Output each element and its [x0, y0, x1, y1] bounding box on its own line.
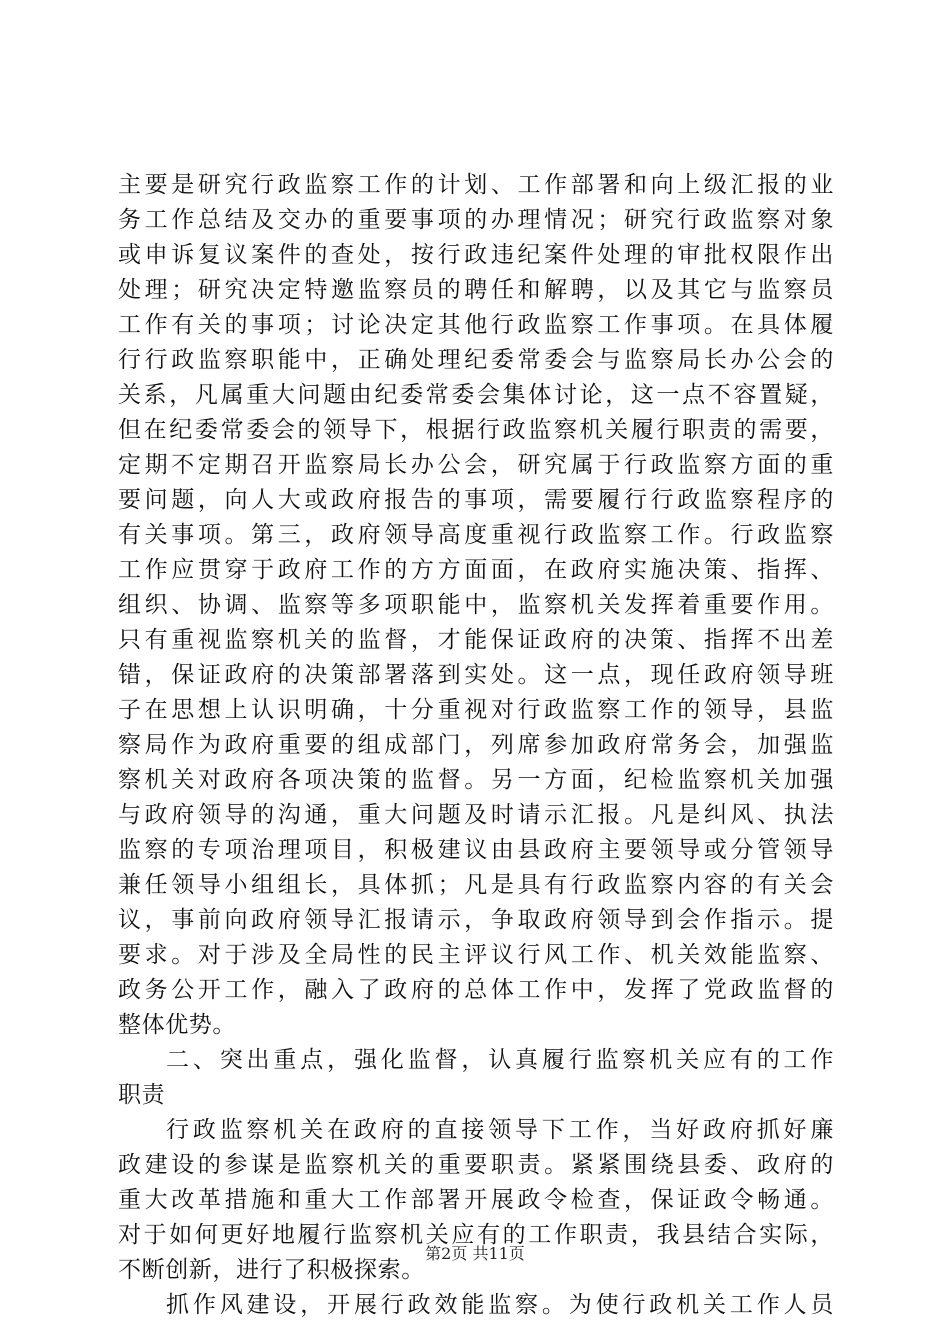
paragraph-end-line: 整体优势。 — [118, 1012, 236, 1038]
text-line: 重大改革措施和重大工作部署开展政令检查，保证政令畅通。 — [118, 1187, 834, 1213]
text-line: 主要是研究行政监察工作的计划、工作部署和向上级汇报的业 — [118, 172, 834, 198]
text-line: 工作有关的事项；讨论决定其他行政监察工作事项。在具体履 — [118, 312, 834, 338]
text-line: 政务公开工作，融入了政府的总体工作中，发挥了党政监督的 — [118, 977, 834, 1003]
text-line: 务工作总结及交办的重要事项的办理情况；研究行政监察对象 — [118, 207, 834, 233]
text-line: 关系，凡属重大问题由纪委常委会集体讨论，这一点不容置疑， — [118, 382, 834, 408]
text-line: 兼任领导小组组长，具体抓；凡是具有行政监察内容的有关会 — [118, 872, 834, 898]
text-line: 抓作风建设，开展行政效能监察。为使行政机关工作人员 — [166, 1292, 834, 1318]
text-line: 监察的专项治理项目，积极建议由县政府主要领导或分管领导 — [118, 837, 834, 863]
text-line: 定期不定期召开监察局长办公会，研究属于行政监察方面的重 — [118, 452, 834, 478]
text-line: 只有重视监察机关的监督，才能保证政府的决策、指挥不出差 — [118, 627, 834, 653]
text-line: 但在纪委常委会的领导下，根据行政监察机关履行职责的需要， — [118, 417, 834, 443]
text-line: 处理；研究决定特邀监察员的聘任和解聘，以及其它与监察员 — [118, 277, 834, 303]
text-line: 组织、协调、监察等多项职能中，监察机关发挥着重要作用。 — [118, 592, 834, 618]
text-line: 要求。对于涉及全局性的民主评议行风工作、机关效能监察、 — [118, 942, 834, 968]
text-line: 察局作为政府重要的组成部门，列席参加政府常务会，加强监 — [118, 732, 834, 758]
text-line: 工作应贯穿于政府工作的方方面面，在政府实施决策、指挥、 — [118, 557, 834, 583]
text-line: 有关事项。第三，政府领导高度重视行政监察工作。行政监察 — [118, 522, 834, 548]
body-text — [118, 168, 834, 1323]
text-line: 政建设的参谋是监察机关的重要职责。紧紧围绕县委、政府的 — [118, 1152, 834, 1178]
text-line: 与政府领导的沟通，重大问题及时请示汇报。凡是纠风、执法 — [118, 802, 834, 828]
text-line: 对于如何更好地履行监察机关应有的工作职责，我县结合实际， — [118, 1222, 834, 1248]
text-line: 议，事前向政府领导汇报请示，争取政府领导到会作指示。提 — [118, 907, 834, 933]
text-line: 行政监察机关在政府的直接领导下工作，当好政府抓好廉 — [166, 1117, 834, 1143]
text-line: 子在思想上认识明确，十分重视对行政监察工作的领导，县监 — [118, 697, 834, 723]
page-number-footer: 第2页 共11页 — [425, 1244, 525, 1263]
text-line: 要问题，向人大或政府报告的事项，需要履行行政监察程序的 — [118, 487, 834, 513]
text-line: 错，保证政府的决策部署落到实处。这一点，现任政府领导班 — [118, 662, 834, 688]
paragraph-end-line: 不断创新，进行了积极探索。 — [118, 1257, 425, 1283]
text-line: 察机关对政府各项决策的监督。另一方面，纪检监察机关加强 — [118, 767, 834, 793]
section-heading-end: 职责 — [118, 1082, 166, 1108]
text-line: 行行政监察职能中，正确处理纪委常委会与监察局长办公会的 — [118, 347, 834, 373]
section-heading: 二、突出重点，强化监督，认真履行监察机关应有的工作 — [166, 1047, 834, 1073]
text-line: 或申诉复议案件的查处，按行政违纪案件处理的审批权限作出 — [118, 242, 834, 268]
